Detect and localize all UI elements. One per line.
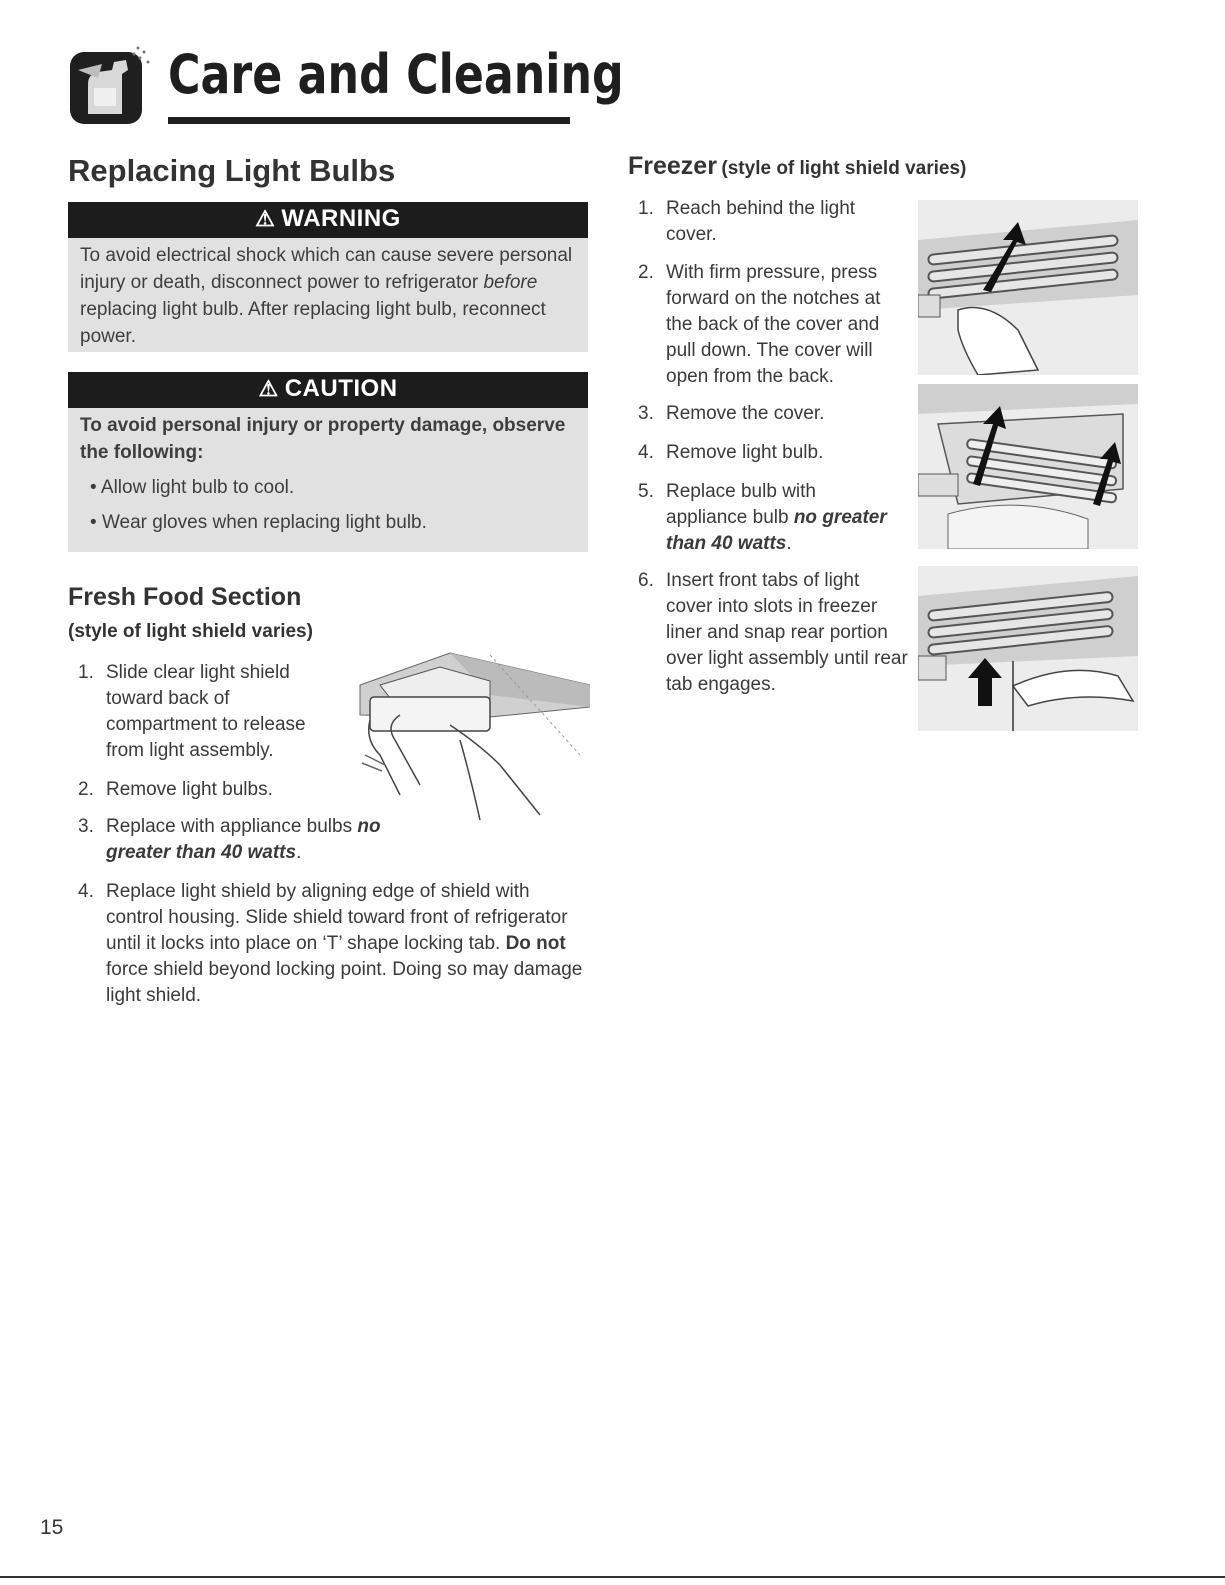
fresh-food-title: Fresh Food Section [68, 583, 302, 611]
warning-header [68, 202, 588, 238]
step-number: 5. [638, 481, 654, 502]
warning-box [68, 202, 588, 352]
freezer-step [638, 401, 908, 427]
fresh-food-light-shield-illustration [340, 645, 590, 830]
step-text: Remove light bulb. [666, 442, 824, 463]
step-text [666, 479, 898, 557]
step-number: 3. [78, 816, 94, 837]
freezer-step [638, 196, 908, 248]
step-text: Remove the cover. [666, 403, 825, 424]
freezer-cover-press-illustration [918, 200, 1138, 375]
freezer-cover-open-illustration [918, 384, 1138, 549]
section-title: Replacing Light Bulbs [68, 153, 396, 188]
step-number: 2. [78, 779, 94, 800]
warning-title: WARNING [281, 205, 401, 232]
freezer-cover-install-illustration [918, 566, 1138, 731]
step-text-part: Replace bulb with appliance bulb [666, 481, 816, 528]
freezer-step [638, 440, 908, 466]
warning-text [80, 242, 576, 350]
caution-bullet-text: Wear gloves when replacing light bulb. [101, 512, 427, 533]
fresh-food-step [78, 777, 338, 803]
warning-triangle-icon: ⚠ [258, 376, 279, 401]
caution-intro: To avoid personal injury or property damage, observe the following: [80, 415, 566, 463]
step-text: With firm pressure, press forward on the notches at the back of the cover and pull down. The cover will open from the back. [666, 262, 881, 387]
caution-bullet-text: Allow light bulb to cool. [100, 477, 295, 498]
step-number: 4. [638, 442, 654, 463]
freezer-step [638, 568, 908, 698]
caution-title: CAUTION [284, 375, 398, 402]
step-text [106, 879, 588, 1009]
step-text: Reach behind the light cover. [666, 198, 856, 245]
step-text-part: . [786, 533, 792, 554]
step-text-part: force shield beyond locking point. Doing so may damage light shield. [106, 959, 583, 1006]
step-number: 2. [638, 262, 654, 283]
warning-triangle-icon: ⚠ [255, 206, 276, 231]
fresh-food-step [78, 879, 588, 1009]
step-text: Slide clear light shield toward back of compartment to release from light assembly. [106, 662, 306, 761]
freezer-step [638, 479, 898, 557]
step-text: Insert front tabs of light cover into slots in freezer liner and snap rear portion over light assembly until rear tab engages. [666, 570, 908, 695]
step-text-emphasis: no greater than 40 watts [666, 507, 887, 554]
freezer-title: Freezer [628, 152, 717, 180]
warning-text-part: To avoid electrical shock which can cause severe personal injury or death, disconnect power to refrigerator [80, 245, 573, 293]
warning-text-emphasis: before [483, 272, 538, 293]
step-number: 3. [638, 403, 654, 424]
freezer-subtitle: (style of light shield varies) [721, 158, 967, 179]
step-text: Remove light bulbs. [106, 779, 273, 800]
header-underline [168, 117, 570, 124]
caution-bullet: • Wear gloves when replacing light bulb. [90, 512, 427, 533]
caution-box [68, 372, 588, 552]
step-number: 6. [638, 570, 654, 591]
caution-bullet: • Allow light bulb to cool. [90, 477, 295, 498]
step-text-part: Replace light shield by aligning edge of shield with control housing. Slide shield toward front of refrigerator until it locks into place on ‘T’ shape locking tab. [106, 881, 568, 954]
step-text-bold: Do not [505, 933, 566, 954]
bottom-rule [0, 1576, 1225, 1578]
fresh-food-step [78, 660, 338, 764]
step-text-part: . [296, 842, 302, 863]
fresh-food-subtitle: (style of light shield varies) [68, 621, 313, 642]
caution-header [68, 372, 588, 408]
freezer-heading [628, 151, 966, 181]
page-header-title: Care and Cleaning [168, 43, 624, 106]
warning-text-part: replacing light bulb. After replacing light bulb, reconnect power. [80, 299, 546, 347]
step-number: 1. [78, 662, 94, 683]
page-number: 15 [40, 1516, 64, 1539]
step-text-emphasis: no greater than 40 watts [106, 816, 381, 863]
step-number: 1. [638, 198, 654, 219]
freezer-step [638, 260, 908, 390]
step-number: 4. [78, 881, 94, 902]
spray-bottle-icon [68, 44, 152, 126]
step-text-part: Replace with appliance bulbs [106, 816, 358, 837]
